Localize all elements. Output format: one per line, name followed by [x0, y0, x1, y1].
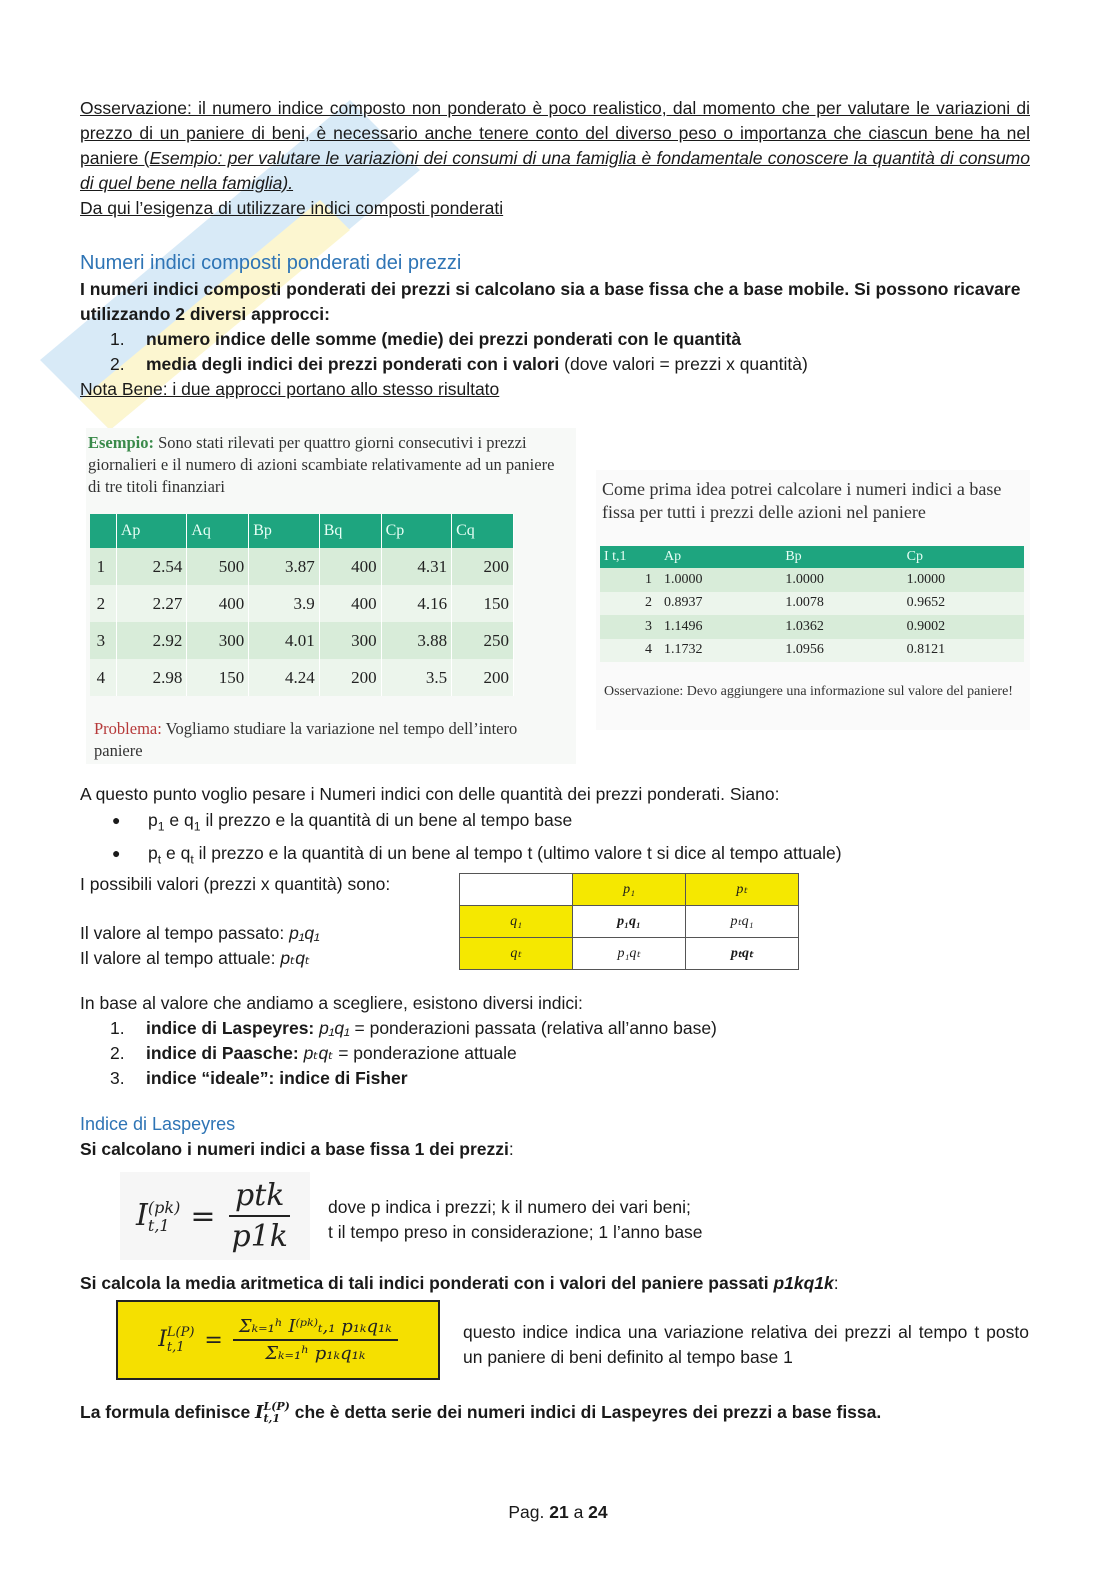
list-item: 2. media degli indici dei prezzi ponderati con i valori (dove valori = prezzi x quantità): [110, 354, 808, 374]
table-header: [90, 514, 116, 548]
table-header: Cp: [903, 546, 1024, 568]
indices-section: [80, 991, 1030, 1162]
possible-values: I possibili valori (prezzi x quantità) sono:: [80, 874, 391, 894]
table-header: Cp: [381, 514, 451, 548]
section-intro: I numeri indici composti ponderati dei prezzi si calcolano sia a base fissa che a base mobile. Si possono ricavare utilizzando 2 diversi approcci:: [80, 279, 1021, 324]
current-value-line: Il valore al tempo attuale: pₜqₜ: [80, 948, 311, 968]
example-image-left: [86, 428, 576, 764]
table-header: Bp: [781, 546, 902, 568]
table-header: Bp: [249, 514, 319, 548]
page-content: [80, 96, 1030, 402]
table-header: I t,1: [600, 546, 660, 568]
laspeyres-heading: Indice di Laspeyres: [80, 1114, 236, 1134]
formula1-description: dove p indica i prezzi; k il numero dei vari beni; t il tempo preso in considerazione; 1 l’anno base: [328, 1197, 703, 1242]
price-quantity-table: [90, 514, 514, 696]
weights-bullets: [112, 807, 1030, 872]
weights-intro: A questo punto voglio pesare i Numeri indici con delle quantità dei prezzi ponderati. Siano:: [80, 784, 780, 804]
problem-text: Problema: Vogliamo studiare la variazione nel tempo dell’intero paniere: [94, 719, 518, 760]
list-item: 1. indice di Laspeyres: p₁q₁ = ponderazioni passata (relativa all’anno base): [110, 1018, 717, 1038]
example-right-observation: Osservazione: Devo aggiungere una informazione sul valore del paniere!: [604, 684, 1013, 699]
list-item: 1. numero indice delle somme (medie) dei prezzi ponderati con le quantità: [110, 329, 742, 349]
laspeyres-formula: I L(P) t,1 = $\frac{\text{Σₖ₌₁ʰ I⁽ᵖᵏ⁾ₜ,₁ p₁ₖq₁ₖ}}{\text{Σₖ₌₁ʰ p₁ₖq₁ₖ}}$: [116, 1300, 440, 1380]
table-row: 2 2.27 400 3.9 400 4.16 150: [90, 585, 514, 622]
formula-definition: La formula definisce I L(P) t,1 che è detta serie dei numeri indici di Laspeyres dei prezzi a base fissa.: [80, 1400, 882, 1425]
section-heading-weighted-indices: Numeri indici composti ponderati dei prezzi: [80, 252, 462, 274]
table-header: Cq: [452, 514, 514, 548]
past-value-line: Il valore al tempo passato: p₁q₁: [80, 923, 320, 943]
conclusion-line: Da qui l’esigenza di utilizzare indici composti ponderati: [80, 198, 504, 218]
example-right-text: Come prima idea potrei calcolare i numeri indici a base fissa per tutti i prezzi delle azioni nel paniere: [602, 479, 1002, 522]
table-row: qₜ p₁qₜ pₜqₜ: [460, 938, 799, 970]
table-row: 1 2.54 500 3.87 400 4.31 200: [90, 548, 514, 585]
nota-bene: Nota Bene: i due approcci portano allo stesso risultato: [80, 379, 500, 399]
table-header: Ap: [116, 514, 186, 548]
page-footer: Pag. 21 a 24: [508, 1502, 608, 1522]
table-header: Aq: [187, 514, 249, 548]
table-row: 3 1.1496 1.0362 0.9002: [600, 615, 1024, 639]
table-row: 1 1.0000 1.0000 1.0000: [600, 568, 1024, 592]
table-row: 4 1.1732 1.0956 0.8121: [600, 639, 1024, 663]
value-matrix-table: [459, 873, 799, 970]
list-item: ● $p_t$ e $q_t$ il prezzo e la quantità di un bene al tempo t (ultimo valore t si dice al tempo attuale): [112, 842, 842, 866]
example-image-right: [596, 470, 1030, 730]
table-header: Ap: [660, 546, 781, 568]
indices-intro: In base al valore che andiamo a scegliere, esistono diversi indici:: [80, 993, 583, 1013]
fixed-base-index-formula: I (pk) t,1 = $\frac{\text{ptk}}{p1k}$: [120, 1172, 310, 1260]
table-row: p₁ pₜ: [460, 874, 799, 906]
indices-list: [110, 1016, 1030, 1091]
example-text: Esempio: Sono stati rilevati per quattro giorni consecutivi i prezzi giornalieri e il numero di azioni scambiate relativamente ad un paniere di tre titoli finanziari: [88, 433, 555, 496]
laspeyres-line1: Si calcolano i numeri indici a base fissa 1 dei prezzi:: [80, 1139, 514, 1159]
approaches-list: [110, 327, 1030, 377]
list-item: 2. indice di Paasche: pₜqₜ = ponderazione attuale: [110, 1043, 517, 1063]
table-row: q₁ p₁q₁ pₜq₁: [460, 906, 799, 938]
table-row: 2 0.8937 1.0078 0.9652: [600, 592, 1024, 616]
formula2-description: questo indice indica una variazione relativa dei prezzi al tempo t posto un paniere di beni definito al tempo base 1: [463, 1322, 1029, 1367]
fixed-base-index-table: [600, 546, 1024, 662]
list-item: ● $p_1$ e $q_1$ il prezzo e la quantità di un bene al tempo base: [112, 810, 573, 834]
table-header: Bq: [319, 514, 381, 548]
table-row: 3 2.92 300 4.01 300 3.88 250: [90, 622, 514, 659]
laspeyres-line2: Si calcola la media aritmetica di tali indici ponderati con i valori del paniere passati p1kq1k:: [80, 1273, 839, 1293]
list-item: 3. indice “ideale”: indice di Fisher: [110, 1068, 408, 1088]
table-row: 4 2.98 150 4.24 200 3.5 200: [90, 659, 514, 696]
observation-paragraph: Osservazione: il numero indice composto non ponderato è poco realistico, dal momento che per valutare le variazioni di prezzo di un paniere di beni, è necessario anche tenere conto del diverso peso o importanza che ciascun bene ha nel paniere (Esempio: per valutare le variazioni dei consumi di una famiglia è fondamentale conoscere la quantità di consumo di quel bene nella famiglia).: [80, 98, 1030, 193]
